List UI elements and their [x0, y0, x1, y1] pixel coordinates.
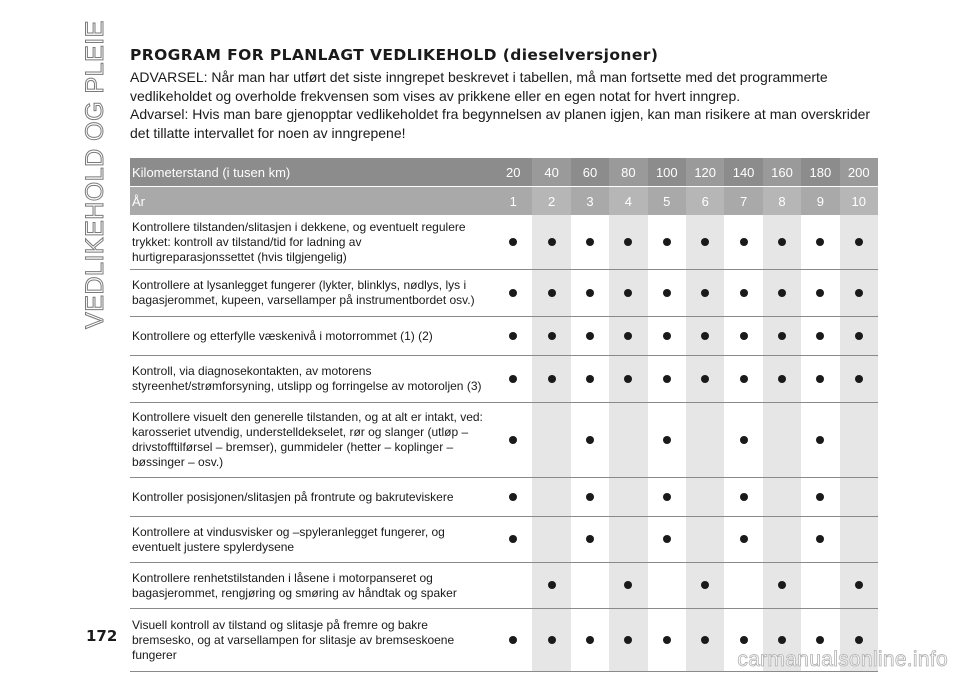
check-dot-icon	[701, 289, 709, 297]
interval-cell	[801, 517, 839, 563]
interval-cell	[686, 317, 724, 356]
interval-cell	[686, 478, 724, 517]
check-dot-icon	[509, 289, 517, 297]
mileage-header-cell: 100	[648, 158, 686, 187]
interval-cell	[840, 478, 878, 517]
interval-cell	[648, 215, 686, 270]
check-dot-icon	[509, 535, 517, 543]
check-dot-icon	[509, 375, 517, 383]
interval-cell	[571, 215, 609, 270]
check-dot-icon	[816, 535, 824, 543]
interval-cell	[840, 317, 878, 356]
interval-cell	[609, 609, 647, 672]
year-header-cell: 5	[648, 187, 686, 216]
year-header-label: År	[130, 187, 494, 216]
mileage-header-cell: 120	[686, 158, 724, 187]
check-dot-icon	[778, 289, 786, 297]
interval-cell	[609, 215, 647, 270]
interval-cell	[494, 403, 532, 478]
check-dot-icon	[855, 238, 863, 246]
interval-cell	[532, 609, 570, 672]
interval-cell	[532, 403, 570, 478]
interval-cell	[648, 563, 686, 609]
interval-cell	[763, 403, 801, 478]
check-dot-icon	[586, 289, 594, 297]
task-description: Visuell kontroll av tilstand og slitasje på fremre og bakre bremsesko, og at varsellampen for slitasje av bremseskoene fungerer	[130, 609, 494, 672]
interval-cell	[724, 563, 762, 609]
interval-cell	[686, 356, 724, 403]
section-side-tab	[78, 19, 112, 329]
interval-cell	[763, 478, 801, 517]
check-dot-icon	[509, 238, 517, 246]
table-row	[130, 403, 878, 478]
interval-cell	[724, 517, 762, 563]
check-dot-icon	[740, 493, 748, 501]
check-dot-icon	[586, 535, 594, 543]
interval-cell	[532, 517, 570, 563]
check-dot-icon	[855, 375, 863, 383]
warning-text	[130, 68, 890, 142]
interval-cell	[724, 478, 762, 517]
check-dot-icon	[548, 636, 556, 644]
task-description: Kontrollere og etterfylle væskenivå i motorrommet (1) (2)	[130, 317, 494, 356]
check-dot-icon	[663, 375, 671, 383]
interval-cell	[686, 215, 724, 270]
warning-paragraph: Advarsel: Hvis man bare gjenopptar vedlikeholdet fra begynnelsen av planen igjen, kan man risikere at man overskrider det tillatte intervallet for noen av inngrepene!	[130, 106, 871, 141]
check-dot-icon	[778, 636, 786, 644]
interval-cell	[801, 215, 839, 270]
interval-cell	[494, 215, 532, 270]
check-dot-icon	[509, 332, 517, 340]
check-dot-icon	[509, 636, 517, 644]
check-dot-icon	[586, 493, 594, 501]
task-description: Kontrollere tilstanden/slitasjen i dekkene, og eventuelt regulere trykket: kontroll av tilstand/tid for ladning av hurtigreparasjonssettet (hvis tilgjengelig)	[130, 215, 494, 270]
check-dot-icon	[816, 375, 824, 383]
year-header-cell: 10	[840, 187, 878, 216]
check-dot-icon	[740, 535, 748, 543]
check-dot-icon	[740, 332, 748, 340]
year-header-cell: 1	[494, 187, 532, 216]
interval-cell	[571, 517, 609, 563]
check-dot-icon	[778, 238, 786, 246]
check-dot-icon	[663, 332, 671, 340]
interval-cell	[801, 317, 839, 356]
check-dot-icon	[624, 636, 632, 644]
check-dot-icon	[624, 332, 632, 340]
year-header-cell: 9	[801, 187, 839, 216]
interval-cell	[840, 356, 878, 403]
mileage-header-cell: 180	[801, 158, 839, 187]
check-dot-icon	[740, 289, 748, 297]
check-dot-icon	[701, 332, 709, 340]
check-dot-icon	[548, 375, 556, 383]
interval-cell	[494, 317, 532, 356]
interval-cell	[801, 270, 839, 317]
task-description: Kontrollere renhetstilstanden i låsene i motorpanseret og bagasjerommet, rengjøring og smøring av håndtak og spaker	[130, 563, 494, 609]
interval-cell	[801, 478, 839, 517]
interval-cell	[609, 270, 647, 317]
task-description: Kontrollere at lysanlegget fungerer (lykter, blinklys, nødlys, lys i bagasjerommet, kupeen, varsellamper på instrumentbordet osv.)	[130, 270, 494, 317]
interval-cell	[532, 270, 570, 317]
interval-cell	[494, 270, 532, 317]
interval-cell	[571, 356, 609, 403]
interval-cell	[532, 356, 570, 403]
check-dot-icon	[586, 238, 594, 246]
interval-cell	[801, 356, 839, 403]
check-dot-icon	[778, 581, 786, 589]
interval-cell	[724, 270, 762, 317]
task-description: Kontroll, via diagnosekontakten, av motorens styreenhet/strømforsyning, utslipp og forringelse av motoroljen (3)	[130, 356, 494, 403]
check-dot-icon	[740, 636, 748, 644]
check-dot-icon	[701, 581, 709, 589]
interval-cell	[609, 356, 647, 403]
interval-cell	[609, 478, 647, 517]
check-dot-icon	[778, 375, 786, 383]
interval-cell	[532, 563, 570, 609]
interval-cell	[840, 563, 878, 609]
warning-paragraph: ADVARSEL: Når man har utført det siste inngrepet beskrevet i tabellen, må man fortsette med det programmerte vedlikeholdet og overholde frekvensen som vises av prikkene eller en egen notat for hvert inngrep.	[130, 69, 828, 104]
check-dot-icon	[624, 238, 632, 246]
interval-cell	[763, 356, 801, 403]
interval-cell	[686, 270, 724, 317]
interval-cell	[801, 563, 839, 609]
interval-cell	[648, 517, 686, 563]
check-dot-icon	[816, 238, 824, 246]
table-row	[130, 356, 878, 403]
check-dot-icon	[586, 436, 594, 444]
check-dot-icon	[586, 375, 594, 383]
check-dot-icon	[816, 436, 824, 444]
interval-cell	[724, 356, 762, 403]
check-dot-icon	[816, 493, 824, 501]
watermark: carmanualsonline.info	[737, 648, 948, 671]
interval-cell	[609, 317, 647, 356]
check-dot-icon	[548, 238, 556, 246]
page-number: 172	[86, 627, 118, 645]
table-row	[130, 317, 878, 356]
interval-cell	[648, 270, 686, 317]
year-header-cell: 4	[609, 187, 647, 216]
check-dot-icon	[701, 238, 709, 246]
section-side-tab-label: VEDLIKEHOLD OG PLEIE	[80, 19, 109, 329]
task-description: Kontrollere visuelt den generelle tilstanden, og at alt er intakt, ved: karosseriet utvendig, understelldekselet, rør og slanger (utløp – drivstofftilførsel – bremser), gummideler (hetter – koplinger – bøssinger – osv.)	[130, 403, 494, 478]
interval-cell	[532, 215, 570, 270]
interval-cell	[494, 609, 532, 672]
interval-cell	[571, 270, 609, 317]
check-dot-icon	[663, 636, 671, 644]
interval-cell	[494, 517, 532, 563]
maintenance-schedule-table	[130, 158, 878, 672]
interval-cell	[532, 478, 570, 517]
interval-cell	[571, 403, 609, 478]
interval-cell	[609, 517, 647, 563]
check-dot-icon	[816, 289, 824, 297]
check-dot-icon	[816, 332, 824, 340]
check-dot-icon	[701, 375, 709, 383]
check-dot-icon	[663, 535, 671, 543]
check-dot-icon	[816, 636, 824, 644]
table-row	[130, 517, 878, 563]
page-title: PROGRAM FOR PLANLAGT VEDLIKEHOLD (dieselversjoner)	[130, 46, 659, 64]
interval-cell	[609, 403, 647, 478]
interval-cell	[724, 317, 762, 356]
interval-cell	[763, 563, 801, 609]
check-dot-icon	[624, 289, 632, 297]
schedule-body	[130, 215, 878, 672]
table-row	[130, 270, 878, 317]
check-dot-icon	[548, 581, 556, 589]
mileage-header-cell: 160	[763, 158, 801, 187]
interval-cell	[648, 356, 686, 403]
mileage-header-cell: 20	[494, 158, 532, 187]
interval-cell	[532, 317, 570, 356]
year-header-row	[130, 187, 878, 216]
interval-cell	[571, 317, 609, 356]
interval-cell	[648, 403, 686, 478]
interval-cell	[686, 403, 724, 478]
interval-cell	[801, 403, 839, 478]
interval-cell	[494, 356, 532, 403]
check-dot-icon	[548, 289, 556, 297]
interval-cell	[609, 563, 647, 609]
interval-cell	[494, 478, 532, 517]
year-header-cell: 3	[571, 187, 609, 216]
check-dot-icon	[624, 375, 632, 383]
interval-cell	[763, 517, 801, 563]
interval-cell	[763, 215, 801, 270]
table-row	[130, 215, 878, 270]
interval-cell	[840, 517, 878, 563]
table-row	[130, 478, 878, 517]
interval-cell	[571, 563, 609, 609]
interval-cell	[724, 403, 762, 478]
check-dot-icon	[624, 581, 632, 589]
check-dot-icon	[663, 238, 671, 246]
check-dot-icon	[778, 332, 786, 340]
task-description: Kontroller posisjonen/slitasjen på frontrute og bakruteviskere	[130, 478, 494, 517]
check-dot-icon	[855, 332, 863, 340]
check-dot-icon	[586, 332, 594, 340]
interval-cell	[686, 609, 724, 672]
check-dot-icon	[855, 581, 863, 589]
mileage-header-cell: 140	[724, 158, 762, 187]
interval-cell	[840, 403, 878, 478]
mileage-header-row	[130, 158, 878, 187]
check-dot-icon	[663, 436, 671, 444]
check-dot-icon	[548, 332, 556, 340]
interval-cell	[686, 517, 724, 563]
interval-cell	[840, 215, 878, 270]
check-dot-icon	[663, 289, 671, 297]
task-description: Kontrollere at vindusvisker og –spyleranlegget fungerer, og eventuelt justere spylerdysene	[130, 517, 494, 563]
check-dot-icon	[855, 636, 863, 644]
mileage-header-cell: 60	[571, 158, 609, 187]
year-header-cell: 6	[686, 187, 724, 216]
check-dot-icon	[663, 493, 671, 501]
interval-cell	[840, 270, 878, 317]
interval-cell	[763, 270, 801, 317]
check-dot-icon	[740, 238, 748, 246]
mileage-header-cell: 40	[532, 158, 570, 187]
interval-cell	[648, 317, 686, 356]
year-header-cell: 7	[724, 187, 762, 216]
interval-cell	[648, 609, 686, 672]
interval-cell	[571, 478, 609, 517]
year-header-cell: 8	[763, 187, 801, 216]
check-dot-icon	[586, 636, 594, 644]
table-row	[130, 563, 878, 609]
year-header-cell: 2	[532, 187, 570, 216]
check-dot-icon	[701, 636, 709, 644]
check-dot-icon	[740, 375, 748, 383]
check-dot-icon	[509, 436, 517, 444]
check-dot-icon	[855, 289, 863, 297]
mileage-header-cell: 200	[840, 158, 878, 187]
interval-cell	[494, 563, 532, 609]
interval-cell	[648, 478, 686, 517]
interval-cell	[724, 215, 762, 270]
interval-cell	[571, 609, 609, 672]
interval-cell	[763, 317, 801, 356]
mileage-header-label: Kilometerstand (i tusen km)	[130, 158, 494, 187]
check-dot-icon	[509, 493, 517, 501]
check-dot-icon	[740, 436, 748, 444]
interval-cell	[686, 563, 724, 609]
mileage-header-cell: 80	[609, 158, 647, 187]
